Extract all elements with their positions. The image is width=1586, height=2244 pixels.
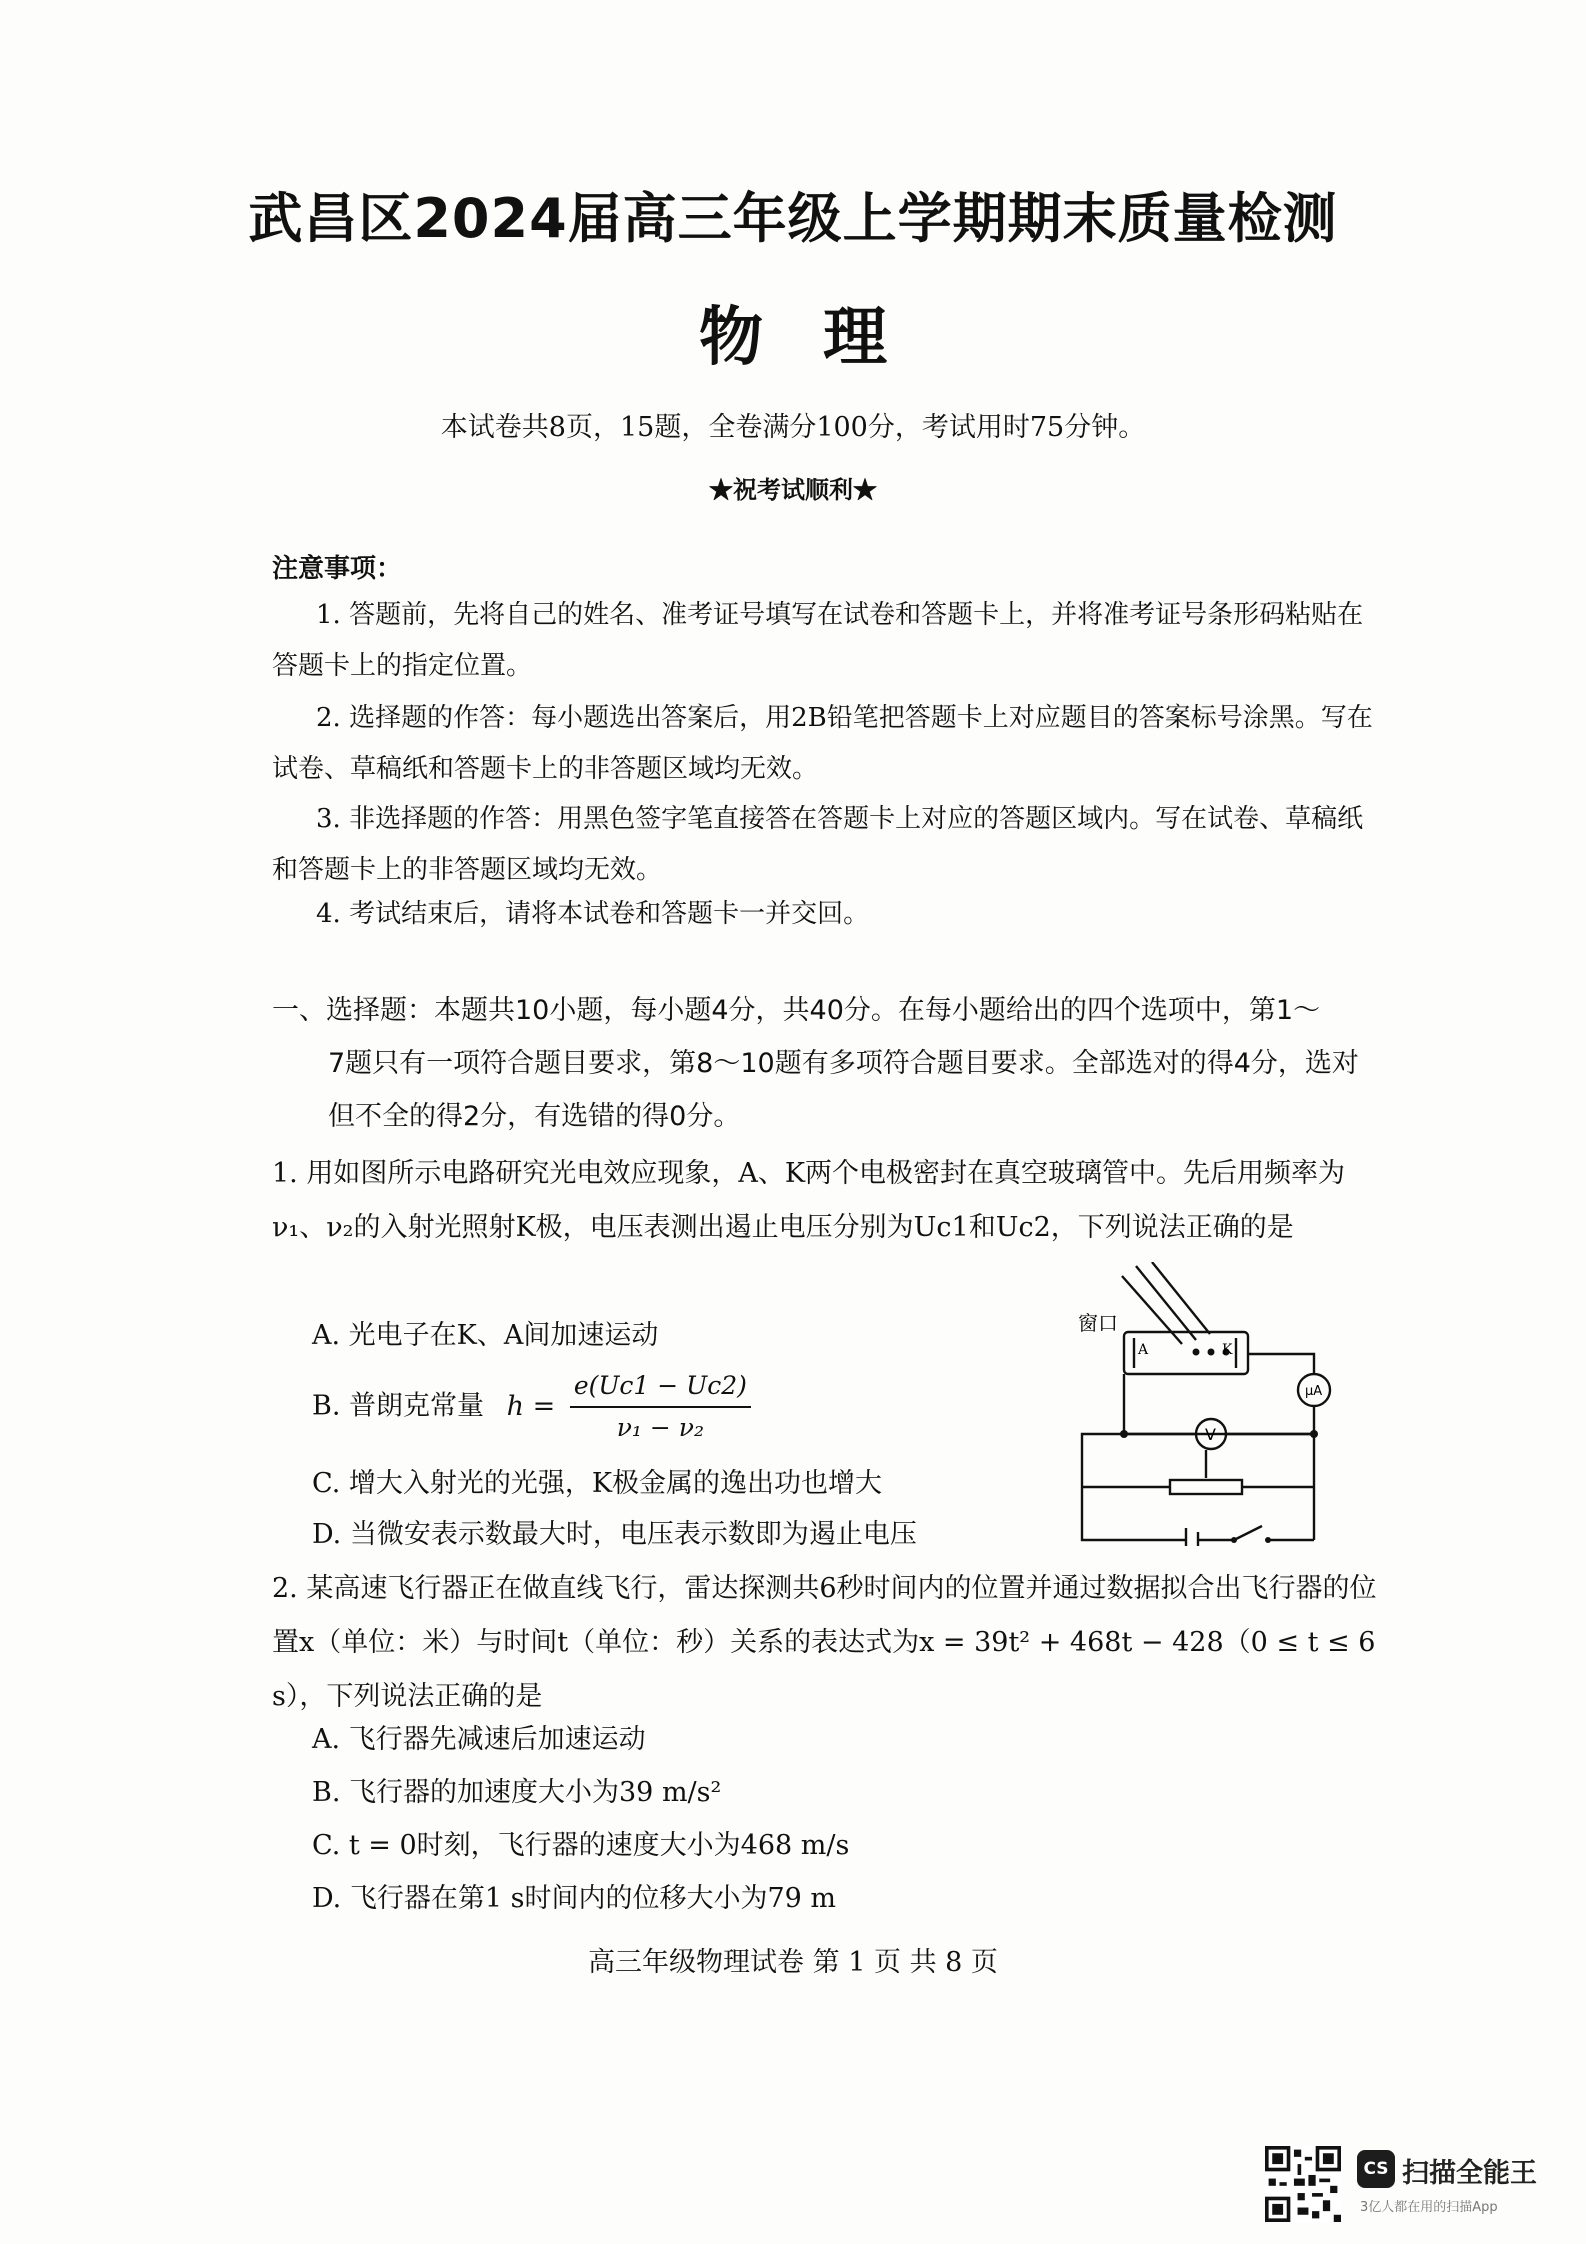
question-1-stem: 1. 用如图所示电路研究光电效应现象，A、K两个电极密封在真空玻璃管中。先后用频率为ν₁、ν₂的入射光照射K极，电压表测出遏止电压分别为Uc1和Uc2，下列说法正确的是	[272, 1158, 1346, 1243]
microammeter-label: μA	[1305, 1384, 1323, 1399]
question-2-stem: 2. 某高速飞行器正在做直线飞行，雷达探测共6秒时间内的位置并通过数据拟合出飞行器的位置x（单位：米）与时间t（单位：秒）关系的表达式为x = 39t² + 468t − 428（0 ≤ t ≤ 6 s），下列说法正确的是	[272, 1573, 1377, 1712]
anode-label: A	[1138, 1342, 1149, 1358]
wire-right-top	[1248, 1354, 1314, 1374]
q1-option-b-numerator: e(Uc1 − Uc2)	[570, 1366, 751, 1408]
q1-option-b-denominator: ν₁ − ν₂	[616, 1413, 704, 1442]
camscanner-tagline: 3亿人都在用的扫描App	[1360, 2200, 1498, 2215]
notes-heading: 注意事项：	[272, 554, 403, 584]
q1-option-c: C. 增大入射光的光强，K极金属的逸出功也增大	[312, 1468, 883, 1499]
section-heading	[272, 984, 1382, 1143]
section-first-line: 一、选择题：本题共10小题，每小题4分，共40分。在每小题给出的四个选项中，第1～	[272, 995, 1321, 1026]
q2-option-c: C. t = 0时刻，飞行器的速度大小为468 m/s	[312, 1830, 850, 1861]
q1-option-d: D. 当微安表示数最大时，电压表示数即为遏止电压	[312, 1519, 917, 1550]
window-label: 窗口	[1078, 1311, 1118, 1335]
cathode-label: K	[1222, 1342, 1233, 1358]
subject-title: 物理	[699, 301, 947, 375]
q1-option-b-lhs: h =	[506, 1390, 556, 1422]
note-item-4: 4. 考试结束后，请将本试卷和答题卡一并交回。	[316, 899, 870, 929]
note-item-2: 2. 选择题的作答：每小题选出答案后，用2B铅笔把答题卡上对应题目的答案标号涂黑。写在试卷、草稿纸和答题卡上的非答题区域均无效。	[272, 703, 1373, 784]
q1-option-b	[312, 1366, 751, 1448]
q1-option-a: A. 光电子在K、A间加速运动	[312, 1320, 659, 1351]
exam-title: 武昌区2024届高三年级上学期期末质量检测	[248, 187, 1338, 250]
page-footer: 高三年级物理试卷 第 1 页 共 8 页	[588, 1947, 998, 1978]
q1-option-b-prefix: B. 普朗克常量	[312, 1390, 485, 1422]
note-item-1: 1. 答题前，先将自己的姓名、准考证号填写在试卷和答题卡上，并将准考证号条形码粘贴在答题卡上的指定位置。	[272, 600, 1364, 681]
q1-option-b-fraction	[570, 1366, 751, 1448]
photoelectric-circuit-diagram	[1078, 1262, 1332, 1546]
section-rest: 7题只有一项符合题目要求，第8～10题有多项符合题目要求。全部选对的得4分，选对但不全的得2分，有选错的得0分。	[328, 1048, 1359, 1132]
qr-code-icon	[1265, 2146, 1341, 2222]
voltmeter-label: V	[1205, 1425, 1216, 1444]
rheostat	[1170, 1480, 1242, 1494]
q2-option-a: A. 飞行器先减速后加速运动	[312, 1724, 646, 1755]
exam-intro: 本试卷共8页，15题，全卷满分100分，考试用时75分钟。	[440, 412, 1146, 443]
note-item-3: 3. 非选择题的作答：用黑色签字笔直接答在答题卡上对应的答题区域内。写在试卷、草稿纸和答题卡上的非答题区域均无效。	[272, 804, 1364, 885]
exam-wish: ★祝考试顺利★	[709, 475, 877, 504]
camscanner-logo: CS	[1357, 2150, 1395, 2188]
q2-option-d: D. 飞行器在第1 s时间内的位移大小为79 m	[312, 1883, 837, 1914]
camscanner-app-name: 扫描全能王	[1402, 2158, 1537, 2189]
q2-option-b: B. 飞行器的加速度大小为39 m/s²	[312, 1777, 722, 1808]
switch-blade	[1234, 1526, 1262, 1540]
